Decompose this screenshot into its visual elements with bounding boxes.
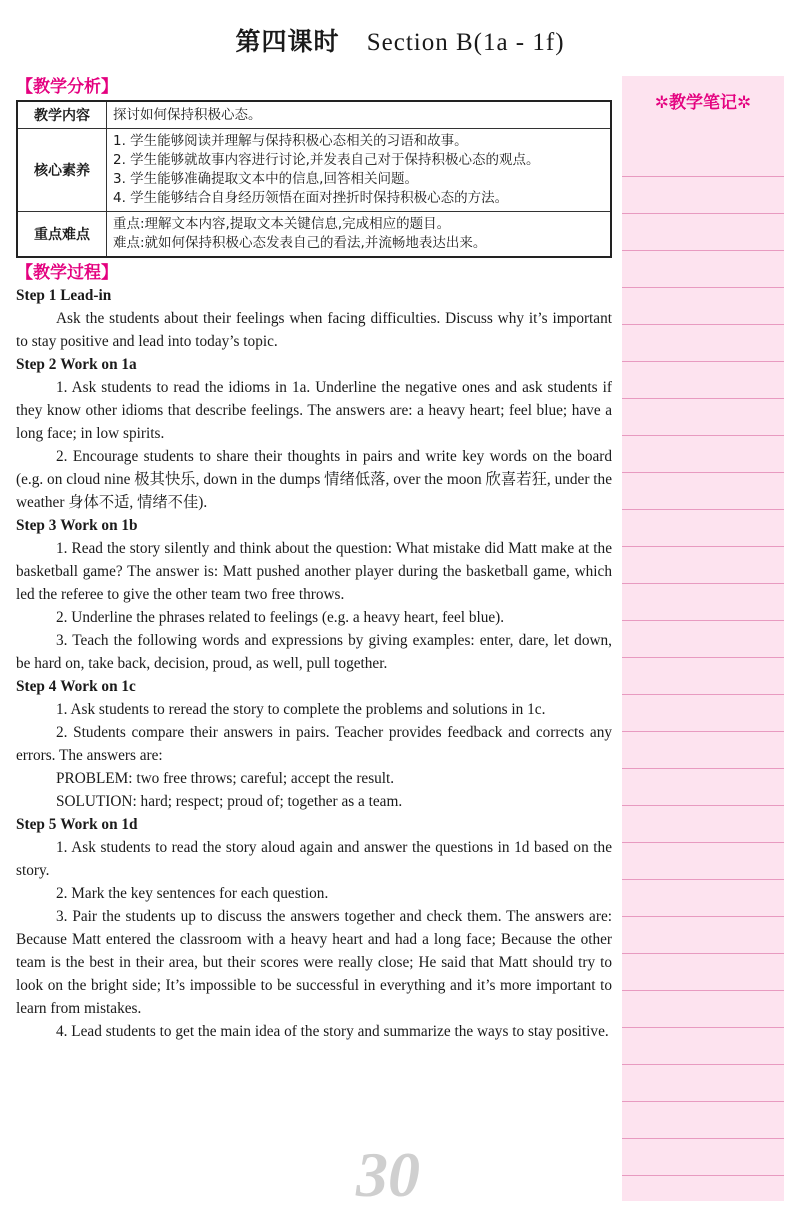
row-label: 重点难点: [17, 212, 107, 258]
analysis-table: [16, 100, 612, 258]
process-section: [16, 262, 612, 1043]
step-name: Work on 1b: [60, 517, 138, 534]
step-block: [16, 675, 612, 813]
table-row: [17, 101, 611, 129]
answer-line: PROBLEM: two free throws; careful; accept the result.: [56, 770, 395, 787]
row-content: [107, 101, 612, 129]
step-paragraph: Ask the students about their feelings when facing difficulties. Discuss why it’s important to stay positive and lead into today’s topic.: [16, 310, 612, 350]
step-paragraph: 1. Ask students to reread the story to complete the problems and solutions in 1c.: [56, 701, 546, 718]
main-content: [16, 76, 612, 1043]
lesson-label: 第四课时: [235, 27, 340, 56]
step-block: [16, 813, 612, 1043]
notes-ruled-lines: [622, 140, 784, 1201]
content-line: 探讨如何保持积极心态。: [113, 106, 262, 123]
row-content: [107, 129, 612, 212]
content-line: 1. 学生能够阅读并理解与保持积极心态相关的习语和故事。: [113, 133, 468, 149]
row-content: [107, 212, 612, 258]
step-title: [16, 284, 612, 307]
process-tag: 【教学过程】: [16, 263, 118, 283]
step-paragraph: 3. Pair the students up to discuss the answers together and check them. The answers are: Because Matt entered the classroom with a heavy heart and had a long face; Because the other team is the best in their area, but their scores were really close; He said that Matt should try to look on the bright side; It’s impossible to be successful in everything and it’s more important to learn from mistakes.: [16, 908, 612, 1017]
page-title: [0, 22, 800, 58]
section-label: Section B(1a - 1f): [366, 29, 565, 56]
content-line: 3. 学生能够准确提取文本中的信息,回答相关问题。: [113, 171, 418, 187]
step-name: Work on 1c: [60, 678, 136, 695]
row-label: 核心素养: [17, 129, 107, 212]
step-title: [16, 353, 612, 376]
step-number: Step 3: [16, 517, 57, 534]
step-number: Step 4: [16, 678, 57, 695]
step-title: [16, 813, 612, 836]
content-line: 重点:理解文本内容,提取文本关键信息,完成相应的题目。: [113, 216, 451, 232]
content-line: 4. 学生能够结合自身经历领悟在面对挫折时保持积极心态的方法。: [113, 190, 509, 206]
step-block: [16, 353, 612, 514]
content-line: 难点:就如何保持积极心态发表自己的看法,并流畅地表达出来。: [113, 235, 487, 251]
step-paragraph: 2. Mark the key sentences for each question.: [56, 885, 329, 902]
step-number: Step 2: [16, 356, 57, 373]
row-label: 教学内容: [17, 101, 107, 129]
step-paragraph: 3. Teach the following words and expressions by giving examples: enter, dare, let down, be hard on, take back, decision, proud, as well, pull together.: [16, 632, 612, 672]
step-paragraph: 4. Lead students to get the main idea of the story and summarize the ways to stay positive.: [56, 1023, 609, 1040]
step-title: [16, 675, 612, 698]
step-block: [16, 284, 612, 353]
answer-line: SOLUTION: hard; respect; proud of; together as a team.: [56, 793, 403, 810]
step-paragraph: 1. Read the story silently and think about the question: What mistake did Matt make at the basketball game? The answer is: Matt pushed another player during the basketball game, which led the referee to give the other team two free throws.: [16, 540, 612, 603]
step-title: [16, 514, 612, 537]
notes-title: ✲教学笔记✲: [654, 93, 752, 113]
table-row: [17, 212, 611, 258]
notes-sidebar: [622, 76, 784, 1201]
page-number: 30: [356, 1139, 420, 1210]
step-paragraph: 1. Ask students to read the idioms in 1a. Underline the negative ones and ask students if they know other idioms that describe feelings. The answers are: a heavy heart; feel blue; have a long face; in low spirits.: [16, 379, 612, 442]
step-paragraph: 1. Ask students to read the story aloud again and answer the questions in 1d based on the story.: [16, 839, 612, 879]
step-paragraph: 2. Underline the phrases related to feelings (e.g. a heavy heart, feel blue).: [56, 609, 505, 626]
step-paragraph: 2. Students compare their answers in pairs. Teacher provides feedback and corrects any errors. The answers are:: [16, 724, 612, 764]
step-number: Step 1: [16, 287, 57, 304]
table-row: [17, 129, 611, 212]
step-number: Step 5: [16, 816, 57, 833]
content-line: 2. 学生能够就故事内容进行讨论,并发表自己对于保持积极心态的观点。: [113, 152, 540, 168]
step-block: [16, 514, 612, 675]
step-paragraph: 2. Encourage students to share their thoughts in pairs and write key words on the board (e.g. on cloud nine 极其快乐, down in the dumps 情绪低落, over the moon 欣喜若狂, under the weather 身体不适, 情绪不佳).: [16, 448, 612, 511]
analysis-tag: 【教学分析】: [16, 77, 118, 97]
step-name: Work on 1d: [60, 816, 138, 833]
step-name: Lead-in: [60, 287, 112, 304]
step-name: Work on 1a: [60, 356, 137, 373]
